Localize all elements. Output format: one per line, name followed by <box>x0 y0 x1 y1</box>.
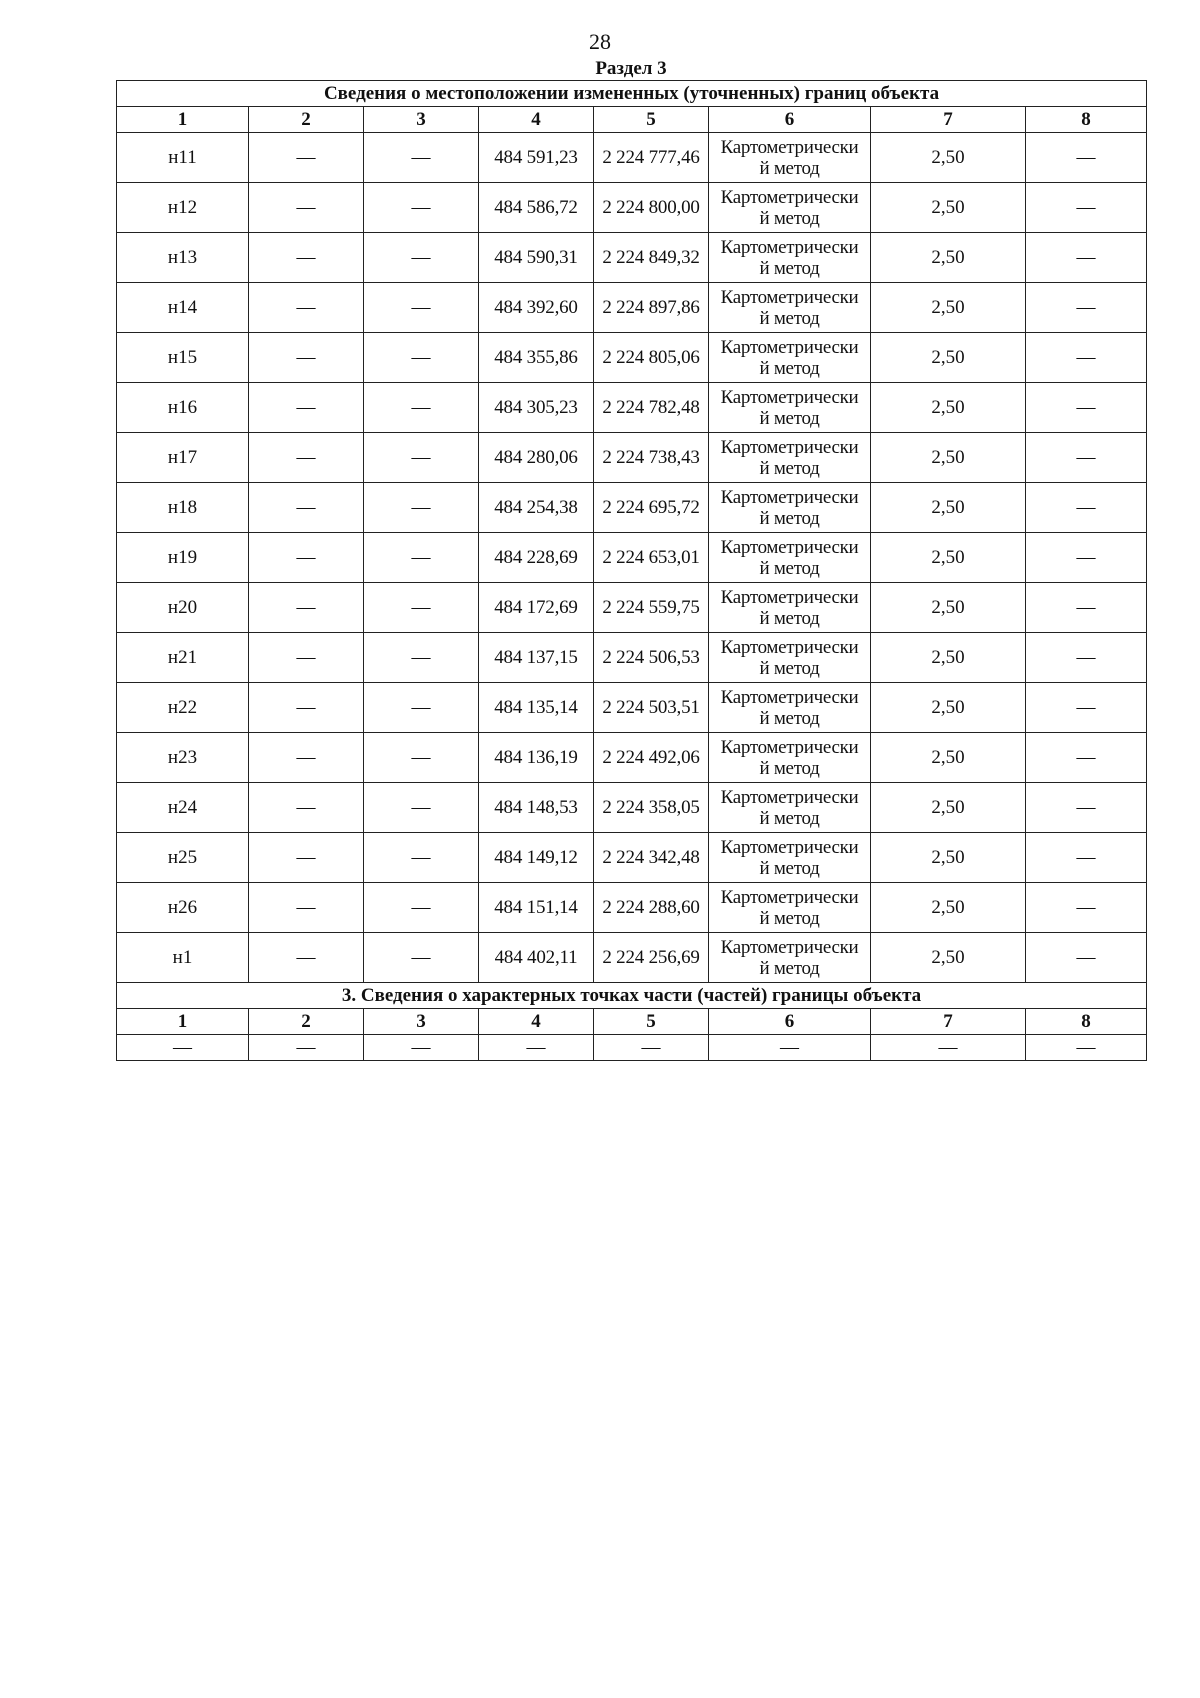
empty-dash-cell: — <box>1026 233 1147 283</box>
column-number-cell: 3 <box>364 107 479 133</box>
table-row <box>117 533 1147 583</box>
method-line-1: Картометрически <box>720 936 859 958</box>
empty-dash-cell: — <box>1026 483 1147 533</box>
empty-dash-cell: — <box>364 333 479 383</box>
x-coordinate-cell: 484 280,06 <box>479 433 594 483</box>
empty-dash-cell: — <box>117 1035 249 1061</box>
empty-dash-cell: — <box>1026 883 1147 933</box>
accuracy-cell: 2,50 <box>871 383 1026 433</box>
empty-dash-cell: — <box>249 733 364 783</box>
column-number-cell: 7 <box>871 1009 1026 1035</box>
boundary-points-table <box>116 80 1147 1061</box>
y-coordinate-cell: 2 224 358,05 <box>594 783 709 833</box>
x-coordinate-cell: 484 254,38 <box>479 483 594 533</box>
empty-dash-cell: — <box>594 1035 709 1061</box>
accuracy-cell: 2,50 <box>871 233 1026 283</box>
accuracy-cell: 2,50 <box>871 533 1026 583</box>
method-cell <box>709 883 871 933</box>
accuracy-cell: 2,50 <box>871 183 1026 233</box>
empty-dash-cell: — <box>364 133 479 183</box>
y-coordinate-cell: 2 224 559,75 <box>594 583 709 633</box>
point-id-cell: н24 <box>117 783 249 833</box>
x-coordinate-cell: 484 172,69 <box>479 583 594 633</box>
method-line-1: Картометрически <box>720 186 859 208</box>
empty-dash-cell: — <box>249 133 364 183</box>
table-row <box>117 833 1147 883</box>
accuracy-cell: 2,50 <box>871 833 1026 883</box>
table-row <box>117 633 1147 683</box>
table1-heading: Сведения о местоположении измененных (уточненных) границ объекта <box>117 81 1147 107</box>
method-cell <box>709 633 871 683</box>
y-coordinate-cell: 2 224 503,51 <box>594 683 709 733</box>
method-cell <box>709 233 871 283</box>
method-line-1: Картометрически <box>720 886 859 908</box>
accuracy-cell: 2,50 <box>871 333 1026 383</box>
accuracy-cell: 2,50 <box>871 483 1026 533</box>
x-coordinate-cell: 484 135,14 <box>479 683 594 733</box>
point-id-cell: н22 <box>117 683 249 733</box>
point-id-cell: н21 <box>117 633 249 683</box>
point-id-cell: н11 <box>117 133 249 183</box>
method-cell <box>709 833 871 883</box>
empty-dash-cell: — <box>1026 733 1147 783</box>
empty-dash-cell: — <box>364 683 479 733</box>
y-coordinate-cell: 2 224 800,00 <box>594 183 709 233</box>
method-line-1: Картометрически <box>720 286 859 308</box>
point-id-cell: н15 <box>117 333 249 383</box>
method-line-2: й метод <box>759 607 820 629</box>
empty-dash-cell: — <box>249 183 364 233</box>
method-line-2: й метод <box>759 207 820 229</box>
method-cell <box>709 783 871 833</box>
empty-dash-cell: — <box>249 683 364 733</box>
empty-dash-cell: — <box>364 283 479 333</box>
table-row <box>117 483 1147 533</box>
point-id-cell: н1 <box>117 933 249 983</box>
accuracy-cell: 2,50 <box>871 883 1026 933</box>
method-line-1: Картометрически <box>720 336 859 358</box>
table-row <box>117 333 1147 383</box>
method-cell <box>709 383 871 433</box>
method-line-2: й метод <box>759 457 820 479</box>
point-id-cell: н14 <box>117 283 249 333</box>
method-line-2: й метод <box>759 557 820 579</box>
empty-dash-cell: — <box>249 483 364 533</box>
empty-dash-cell: — <box>249 583 364 633</box>
y-coordinate-cell: 2 224 782,48 <box>594 383 709 433</box>
empty-dash-cell: — <box>1026 933 1147 983</box>
empty-dash-cell: — <box>479 1035 594 1061</box>
empty-dash-cell: — <box>249 833 364 883</box>
x-coordinate-cell: 484 151,14 <box>479 883 594 933</box>
empty-dash-cell: — <box>249 633 364 683</box>
empty-dash-cell: — <box>364 933 479 983</box>
empty-dash-cell: — <box>249 933 364 983</box>
method-line-1: Картометрически <box>720 436 859 458</box>
table-row <box>117 733 1147 783</box>
y-coordinate-cell: 2 224 288,60 <box>594 883 709 933</box>
section-title: Раздел 3 <box>595 58 667 79</box>
empty-dash-cell: — <box>1026 283 1147 333</box>
y-coordinate-cell: 2 224 695,72 <box>594 483 709 533</box>
method-line-2: й метод <box>759 957 820 979</box>
method-line-1: Картометрически <box>720 686 859 708</box>
method-line-1: Картометрически <box>720 786 859 808</box>
column-number-cell: 8 <box>1026 1009 1147 1035</box>
method-cell <box>709 433 871 483</box>
empty-dash-cell: — <box>1026 383 1147 433</box>
table-row <box>117 433 1147 483</box>
empty-dash-cell: — <box>1026 533 1147 583</box>
x-coordinate-cell: 484 149,12 <box>479 833 594 883</box>
empty-dash-cell: — <box>249 1035 364 1061</box>
table1-column-numbers <box>117 107 1147 133</box>
y-coordinate-cell: 2 224 897,86 <box>594 283 709 333</box>
accuracy-cell: 2,50 <box>871 633 1026 683</box>
column-number-cell: 3 <box>364 1009 479 1035</box>
empty-dash-cell: — <box>364 633 479 683</box>
empty-dash-cell: — <box>364 883 479 933</box>
y-coordinate-cell: 2 224 849,32 <box>594 233 709 283</box>
method-line-1: Картометрически <box>720 636 859 658</box>
method-line-1: Картометрически <box>720 386 859 408</box>
empty-dash-cell: — <box>1026 583 1147 633</box>
point-id-cell: н25 <box>117 833 249 883</box>
table-row <box>117 183 1147 233</box>
x-coordinate-cell: 484 305,23 <box>479 383 594 433</box>
method-cell <box>709 533 871 583</box>
table-row <box>117 783 1147 833</box>
empty-dash-cell: — <box>1026 333 1147 383</box>
empty-dash-cell: — <box>1026 683 1147 733</box>
method-line-1: Картометрически <box>720 736 859 758</box>
empty-dash-cell: — <box>249 333 364 383</box>
accuracy-cell: 2,50 <box>871 783 1026 833</box>
table-row <box>117 883 1147 933</box>
accuracy-cell: 2,50 <box>871 933 1026 983</box>
column-number-cell: 5 <box>594 1009 709 1035</box>
method-line-2: й метод <box>759 407 820 429</box>
method-line-2: й метод <box>759 857 820 879</box>
empty-dash-cell: — <box>364 433 479 483</box>
method-cell <box>709 283 871 333</box>
table-row <box>117 683 1147 733</box>
column-number-cell: 1 <box>117 1009 249 1035</box>
empty-dash-cell: — <box>1026 1035 1147 1061</box>
y-coordinate-cell: 2 224 805,06 <box>594 333 709 383</box>
method-line-1: Картометрически <box>720 236 859 258</box>
empty-dash-cell: — <box>871 1035 1026 1061</box>
method-line-2: й метод <box>759 907 820 929</box>
method-line-2: й метод <box>759 807 820 829</box>
x-coordinate-cell: 484 402,11 <box>479 933 594 983</box>
y-coordinate-cell: 2 224 342,48 <box>594 833 709 883</box>
empty-dash-cell: — <box>249 883 364 933</box>
column-number-cell: 1 <box>117 107 249 133</box>
x-coordinate-cell: 484 137,15 <box>479 633 594 683</box>
method-line-1: Картометрически <box>720 586 859 608</box>
table-row <box>117 583 1147 633</box>
empty-dash-cell: — <box>1026 783 1147 833</box>
x-coordinate-cell: 484 590,31 <box>479 233 594 283</box>
point-id-cell: н13 <box>117 233 249 283</box>
empty-dash-cell: — <box>249 433 364 483</box>
empty-dash-cell: — <box>364 783 479 833</box>
column-number-cell: 2 <box>249 107 364 133</box>
method-cell <box>709 133 871 183</box>
column-number-cell: 6 <box>709 107 871 133</box>
x-coordinate-cell: 484 136,19 <box>479 733 594 783</box>
method-cell <box>709 683 871 733</box>
empty-dash-cell: — <box>364 533 479 583</box>
empty-dash-cell: — <box>364 383 479 433</box>
y-coordinate-cell: 2 224 738,43 <box>594 433 709 483</box>
empty-dash-cell: — <box>249 383 364 433</box>
method-cell <box>709 733 871 783</box>
method-line-2: й метод <box>759 307 820 329</box>
method-cell <box>709 333 871 383</box>
empty-dash-cell: — <box>1026 833 1147 883</box>
x-coordinate-cell: 484 228,69 <box>479 533 594 583</box>
y-coordinate-cell: 2 224 777,46 <box>594 133 709 183</box>
table-row <box>117 233 1147 283</box>
x-coordinate-cell: 484 355,86 <box>479 333 594 383</box>
method-line-2: й метод <box>759 257 820 279</box>
method-line-2: й метод <box>759 657 820 679</box>
y-coordinate-cell: 2 224 506,53 <box>594 633 709 683</box>
empty-dash-cell: — <box>249 283 364 333</box>
column-number-cell: 4 <box>479 1009 594 1035</box>
method-line-1: Картометрически <box>720 836 859 858</box>
method-line-2: й метод <box>759 157 820 179</box>
table-row <box>117 933 1147 983</box>
column-number-cell: 8 <box>1026 107 1147 133</box>
method-line-2: й метод <box>759 757 820 779</box>
x-coordinate-cell: 484 148,53 <box>479 783 594 833</box>
table-row <box>117 383 1147 433</box>
accuracy-cell: 2,50 <box>871 683 1026 733</box>
point-id-cell: н19 <box>117 533 249 583</box>
column-number-cell: 2 <box>249 1009 364 1035</box>
point-id-cell: н20 <box>117 583 249 633</box>
table-row <box>117 133 1147 183</box>
accuracy-cell: 2,50 <box>871 433 1026 483</box>
point-id-cell: н12 <box>117 183 249 233</box>
method-line-2: й метод <box>759 707 820 729</box>
table-row <box>117 283 1147 333</box>
accuracy-cell: 2,50 <box>871 733 1026 783</box>
method-line-1: Картометрически <box>720 536 859 558</box>
method-line-2: й метод <box>759 507 820 529</box>
method-line-1: Картометрически <box>720 486 859 508</box>
table1-heading-row <box>117 81 1147 107</box>
empty-dash-cell: — <box>249 783 364 833</box>
accuracy-cell: 2,50 <box>871 283 1026 333</box>
empty-dash-cell: — <box>1026 633 1147 683</box>
empty-dash-cell: — <box>1026 133 1147 183</box>
point-id-cell: н26 <box>117 883 249 933</box>
empty-dash-cell: — <box>364 583 479 633</box>
column-number-cell: 4 <box>479 107 594 133</box>
x-coordinate-cell: 484 392,60 <box>479 283 594 333</box>
accuracy-cell: 2,50 <box>871 583 1026 633</box>
method-cell <box>709 483 871 533</box>
accuracy-cell: 2,50 <box>871 133 1026 183</box>
y-coordinate-cell: 2 224 492,06 <box>594 733 709 783</box>
empty-dash-cell: — <box>249 233 364 283</box>
method-cell <box>709 183 871 233</box>
method-line-2: й метод <box>759 357 820 379</box>
point-id-cell: н23 <box>117 733 249 783</box>
x-coordinate-cell: 484 586,72 <box>479 183 594 233</box>
empty-dash-cell: — <box>364 733 479 783</box>
empty-dash-cell: — <box>364 1035 479 1061</box>
point-id-cell: н18 <box>117 483 249 533</box>
table2-heading-row <box>117 983 1147 1009</box>
table2-column-numbers <box>117 1009 1147 1035</box>
empty-dash-cell: — <box>364 183 479 233</box>
empty-dash-cell: — <box>1026 183 1147 233</box>
empty-dash-cell: — <box>1026 433 1147 483</box>
y-coordinate-cell: 2 224 256,69 <box>594 933 709 983</box>
method-cell <box>709 583 871 633</box>
method-cell <box>709 933 871 983</box>
column-number-cell: 5 <box>594 107 709 133</box>
empty-dash-cell: — <box>364 833 479 883</box>
empty-dash-cell: — <box>364 483 479 533</box>
empty-dash-cell: — <box>364 233 479 283</box>
page-number: 28 <box>589 29 611 54</box>
table-row <box>117 1035 1147 1061</box>
point-id-cell: н17 <box>117 433 249 483</box>
empty-dash-cell: — <box>709 1035 871 1061</box>
x-coordinate-cell: 484 591,23 <box>479 133 594 183</box>
table2-heading: 3. Сведения о характерных точках части (частей) границы объекта <box>117 983 1147 1009</box>
column-number-cell: 7 <box>871 107 1026 133</box>
column-number-cell: 6 <box>709 1009 871 1035</box>
y-coordinate-cell: 2 224 653,01 <box>594 533 709 583</box>
point-id-cell: н16 <box>117 383 249 433</box>
method-line-1: Картометрически <box>720 136 859 158</box>
empty-dash-cell: — <box>249 533 364 583</box>
